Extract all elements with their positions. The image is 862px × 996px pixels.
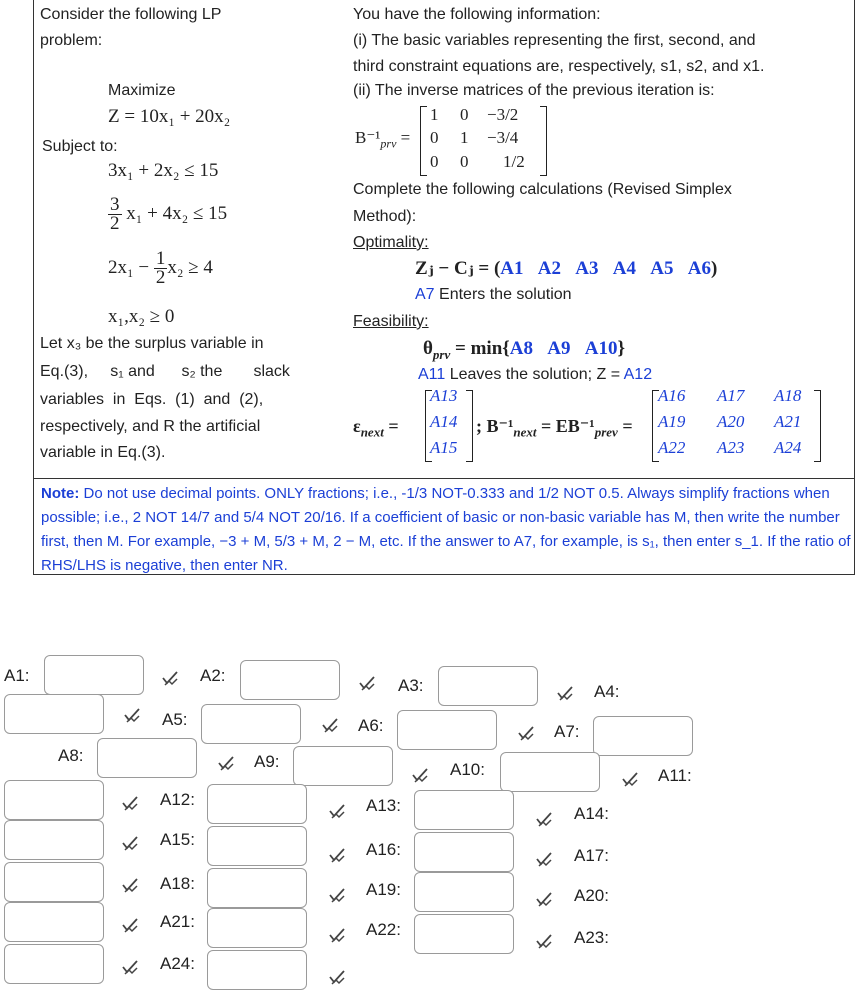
m32: 0 (460, 152, 469, 171)
constraint-2 (108, 196, 227, 233)
theta-a8: A8 (509, 338, 533, 359)
bnext-bracket-right (814, 390, 821, 462)
bnext-a20: A20 (717, 412, 745, 431)
eps-subscript: next (360, 424, 384, 440)
theta-subscript: prv (432, 346, 451, 362)
zj-a3: A3 (575, 258, 599, 279)
answer-input[interactable] (97, 738, 197, 778)
note-box (41, 482, 851, 578)
eps-a15: A15 (430, 438, 458, 457)
answer-label-a18: A18: (160, 874, 195, 893)
answer-input[interactable] (4, 862, 104, 902)
answer-input[interactable] (4, 944, 104, 984)
theta-symbol: θ (423, 338, 433, 359)
maximize-label: Maximize (108, 82, 176, 99)
spell-check-icon[interactable] (534, 810, 554, 830)
info-ii: (ii) The inverse matrices of the previous iteration is: (353, 82, 715, 99)
m23: −3/4 (487, 128, 519, 147)
binv-subscript: prv (380, 136, 397, 151)
spell-check-icon[interactable] (516, 724, 536, 744)
spell-check-icon[interactable] (120, 834, 140, 854)
bnext-a19: A19 (658, 412, 686, 431)
info-heading: You have the following information: (353, 6, 601, 23)
let-line-1: Let x₃ be the surplus variable in (40, 335, 264, 352)
leaves-a11: A11 (418, 366, 446, 383)
answer-input[interactable] (397, 710, 497, 750)
zj-a6: A6 (687, 258, 711, 279)
answer-label-a17: A17: (574, 846, 609, 865)
answer-label-a14: A14: (574, 804, 609, 823)
answer-label-a22: A22: (366, 920, 401, 939)
answer-label-a4: A4: (594, 682, 620, 701)
spell-check-icon[interactable] (410, 766, 430, 786)
answer-input[interactable] (240, 660, 340, 700)
bnext-a18: A18 (774, 386, 802, 405)
c3-a: 2x₁ − (108, 256, 150, 278)
answer-input[interactable] (4, 902, 104, 942)
bnext-label: ; $B^{-1}_{next} = EB^{-1}_{prev}$ = (476, 416, 633, 440)
answer-label-a5: A5: (162, 710, 188, 729)
answer-input[interactable] (500, 752, 600, 792)
spell-check-icon[interactable] (327, 886, 347, 906)
subject-to-label: Subject to: (42, 138, 118, 155)
m11: 1 (430, 105, 439, 124)
constraint-1: 3x₁ + 2x₂ ≤ 15 (108, 160, 219, 181)
note-label: Note: (41, 485, 80, 502)
info-i-2: third constraint equations are, respectively, s1, s2, and x1. (353, 58, 765, 75)
m13: −3/2 (487, 105, 519, 124)
answer-label-a24: A24: (160, 954, 195, 973)
answer-label-a3: A3: (398, 676, 424, 695)
spell-check-icon[interactable] (534, 932, 554, 952)
binv-symbol: B⁻¹ (355, 128, 381, 147)
answer-input[interactable] (4, 820, 104, 860)
eps-a13: A13 (430, 386, 458, 405)
answer-input[interactable] (414, 914, 514, 954)
objective-function: Z = 10x₁ + 20x₂ (108, 106, 231, 127)
answer-input[interactable] (293, 746, 393, 786)
spell-check-icon[interactable] (122, 706, 142, 726)
answer-label-a16: A16: (366, 840, 401, 859)
m21: 0 (430, 128, 439, 147)
eps-a14: A14 (430, 412, 458, 431)
divider (33, 478, 855, 479)
spell-check-icon[interactable] (216, 754, 236, 774)
bnext-a16: A16 (658, 386, 686, 405)
theta-close-brace: } (617, 338, 625, 359)
bnext-a23: A23 (717, 438, 745, 457)
c2-denominator: 2 (110, 213, 120, 234)
spell-check-icon[interactable] (555, 684, 575, 704)
spell-check-icon[interactable] (160, 669, 180, 689)
note-text: Do not use decimal points. ONLY fractions; i.e., -1/3 NOT-0.333 and 1/2 NOT 0.5. Always simplify fractions when possible; i.e., 2 NOT 14/7 and 5/4 NOT 20/16. If a coefficient of basic or non-basic variable has M, then write the number first, then M. For example, −3 + M, 5/3 + M, 2 − M, etc. If the answer to A7, for example, is s₁, then enter s_1. If the ratio of RHS/LHS is negative, then enter NR. (41, 485, 851, 574)
c3-denominator: 2 (155, 267, 166, 288)
m31: 0 (430, 152, 439, 171)
spell-check-icon[interactable] (327, 802, 347, 822)
let-line-2: Eq.(3), s₁ and s₂ the slack (40, 363, 290, 380)
nonnegativity: x₁,x₂ ≥ 0 (108, 306, 175, 327)
spell-check-icon[interactable] (534, 850, 554, 870)
leaves-text: Leaves the solution; Z = (449, 366, 621, 383)
leaves-a12: A12 (623, 366, 653, 383)
spell-check-icon[interactable] (620, 770, 640, 790)
answer-label-a23: A23: (574, 928, 609, 947)
c3-rest: x₂ ≥ 4 (167, 256, 213, 278)
answer-input[interactable] (207, 908, 307, 948)
constraint-3 (108, 250, 213, 287)
theta-a10: A10 (584, 338, 618, 359)
bnext-a21: A21 (774, 412, 802, 431)
answer-input[interactable] (207, 950, 307, 990)
m22: 1 (460, 128, 469, 147)
answer-input[interactable] (438, 666, 538, 706)
let-line-5: variable in Eq.(3). (40, 444, 166, 461)
answer-label-a20: A20: (574, 886, 609, 905)
eb-subscript: prev (594, 424, 618, 440)
spell-check-icon[interactable] (534, 890, 554, 910)
answer-label-a8: A8: (58, 746, 84, 765)
answer-input[interactable] (44, 655, 144, 695)
answer-label-a10: A10: (450, 760, 485, 779)
answer-input[interactable] (4, 780, 104, 820)
bnext-a22: A22 (658, 438, 686, 457)
theta-row (423, 338, 625, 363)
answer-label-a11: A11: (658, 766, 692, 785)
answer-input[interactable] (207, 868, 307, 908)
matrix-bracket-right (540, 106, 547, 176)
binv-prv-label: $B^{-1}_{prv}$ = (355, 128, 411, 151)
eps-symbol: ε (353, 416, 361, 436)
intro-text-2: problem: (40, 32, 103, 49)
bnext-subscript: next (513, 424, 537, 440)
spell-check-icon[interactable] (327, 968, 347, 988)
zj-close-paren: ) (710, 258, 718, 279)
answer-label-a9: A9: (254, 752, 280, 771)
answer-input[interactable] (414, 790, 514, 830)
enters-a7: A7 (415, 286, 435, 303)
spell-check-icon[interactable] (120, 916, 140, 936)
spell-check-icon[interactable] (327, 926, 347, 946)
answer-input[interactable] (201, 704, 301, 744)
let-line-4: respectively, and R the artificial (40, 418, 261, 435)
theta-min: = min{ (450, 338, 510, 359)
eps-label: $\varepsilon_{next}$ = (353, 416, 399, 440)
bnext-a17: A17 (717, 386, 745, 405)
let-line-3: variables in Eqs. (1) and (2), (40, 391, 264, 408)
answer-label-a12: A12: (160, 790, 195, 809)
spell-check-icon[interactable] (120, 794, 140, 814)
answer-input[interactable] (207, 826, 307, 866)
m33: 1/2 (503, 152, 525, 171)
answer-label-a13: A13: (366, 796, 401, 815)
intro-text: Consider the following LP (40, 6, 222, 23)
leaves-row (418, 366, 652, 384)
complete-line-1: Complete the following calculations (Revised Simplex (353, 181, 732, 198)
m12: 0 (460, 105, 469, 124)
zj-a1: A1 (500, 258, 524, 279)
spell-check-icon[interactable] (327, 846, 347, 866)
bnext-a24: A24 (774, 438, 802, 457)
zj-cj-row (415, 257, 717, 280)
c2-numerator: 3 (110, 194, 120, 215)
spell-check-icon[interactable] (357, 674, 377, 694)
answer-input[interactable] (414, 872, 514, 912)
eb-symbol: = EB⁻¹ (536, 416, 595, 436)
answer-input[interactable] (207, 784, 307, 824)
answer-label-a15: A15: (160, 830, 195, 849)
theta-a9: A9 (547, 338, 571, 359)
answer-label-a1: A1: (4, 666, 30, 685)
spell-check-icon[interactable] (120, 876, 140, 896)
c2-rest: x₁ + 4x₂ ≤ 15 (126, 202, 228, 224)
enters-text: Enters the solution (439, 286, 572, 303)
zj-a2: A2 (537, 258, 562, 279)
answer-input[interactable] (593, 716, 693, 756)
answer-label-a21: A21: (160, 912, 195, 931)
zj-a5: A5 (650, 258, 674, 279)
zj-cj-label: Zⱼ − Cⱼ = ( (415, 258, 501, 279)
optimality-heading: Optimality: (353, 234, 429, 251)
spell-check-icon[interactable] (120, 958, 140, 978)
answer-label-a6: A6: (358, 716, 384, 735)
enters-row (415, 286, 572, 304)
spell-check-icon[interactable] (320, 716, 340, 736)
complete-line-2: Method): (353, 208, 417, 225)
answer-label-a7: A7: (554, 722, 580, 741)
answer-label-a2: A2: (200, 666, 226, 685)
eps-bracket-right (466, 390, 473, 462)
bnext-symbol: ; B⁻¹ (476, 416, 514, 436)
feasibility-heading: Feasibility: (353, 313, 429, 330)
zj-a4: A4 (612, 258, 636, 279)
info-i-1: (i) The basic variables representing the first, second, and (353, 32, 756, 49)
answer-input[interactable] (414, 832, 514, 872)
answer-label-a19: A19: (366, 880, 401, 899)
c3-numerator: 1 (155, 248, 166, 269)
matrix-bracket-left (420, 106, 427, 176)
answer-input[interactable] (4, 694, 104, 734)
